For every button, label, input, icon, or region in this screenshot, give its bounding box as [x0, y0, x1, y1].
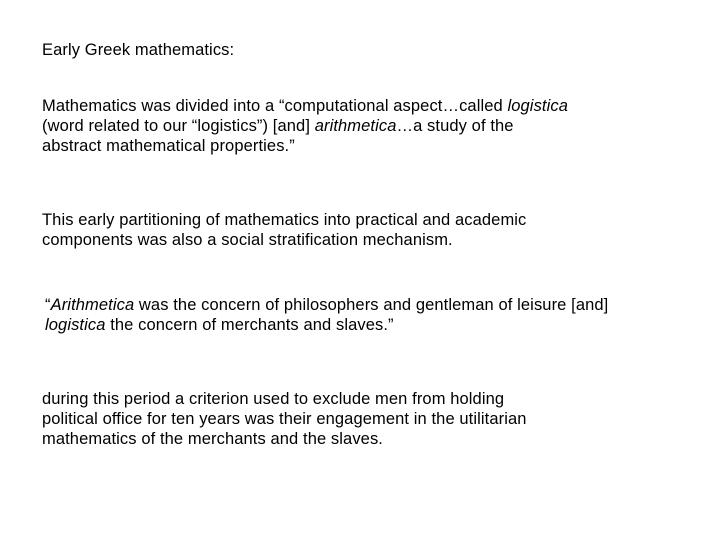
- title-text: Early Greek mathematics:: [42, 41, 235, 59]
- paragraph-social-stratification: [42, 210, 526, 250]
- text-run: was the concern of philosophers and gentleman of leisure [and]: [134, 296, 609, 314]
- paragraph-line: political office for ten years was their engagement in the utilitarian: [42, 410, 527, 428]
- paragraph-line: abstract mathematical properties.”: [42, 137, 295, 155]
- paragraph-line: [42, 116, 568, 136]
- text-run: the concern of merchants and slaves.”: [105, 316, 394, 334]
- quote-line: [45, 315, 608, 335]
- paragraph-line: components was also a social stratification mechanism.: [42, 231, 453, 249]
- italic-term-logistica: logistica: [507, 97, 568, 115]
- quote-block: [45, 295, 608, 335]
- paragraph-mathematics-division: [42, 96, 568, 156]
- text-run: (word related to our “logistics”) [and]: [42, 117, 315, 135]
- quote-line: [45, 295, 608, 315]
- paragraph-line: mathematics of the merchants and the slaves.: [42, 430, 383, 448]
- slide-title: [42, 40, 234, 60]
- paragraph-line: [42, 96, 568, 116]
- italic-term-arithmetica: arithmetica: [314, 117, 397, 135]
- italic-term-logistica: logistica: [45, 316, 106, 334]
- text-run: …a study of the: [396, 117, 514, 135]
- open-quote: “: [45, 296, 51, 314]
- paragraph-line: during this period a criterion used to exclude men from holding: [42, 390, 505, 408]
- italic-term-arithmetica: Arithmetica: [50, 296, 135, 314]
- text-run: Mathematics was divided into a “computational aspect…called: [42, 97, 508, 115]
- paragraph-political-office: [42, 389, 527, 449]
- paragraph-line: This early partitioning of mathematics into practical and academic: [42, 211, 527, 229]
